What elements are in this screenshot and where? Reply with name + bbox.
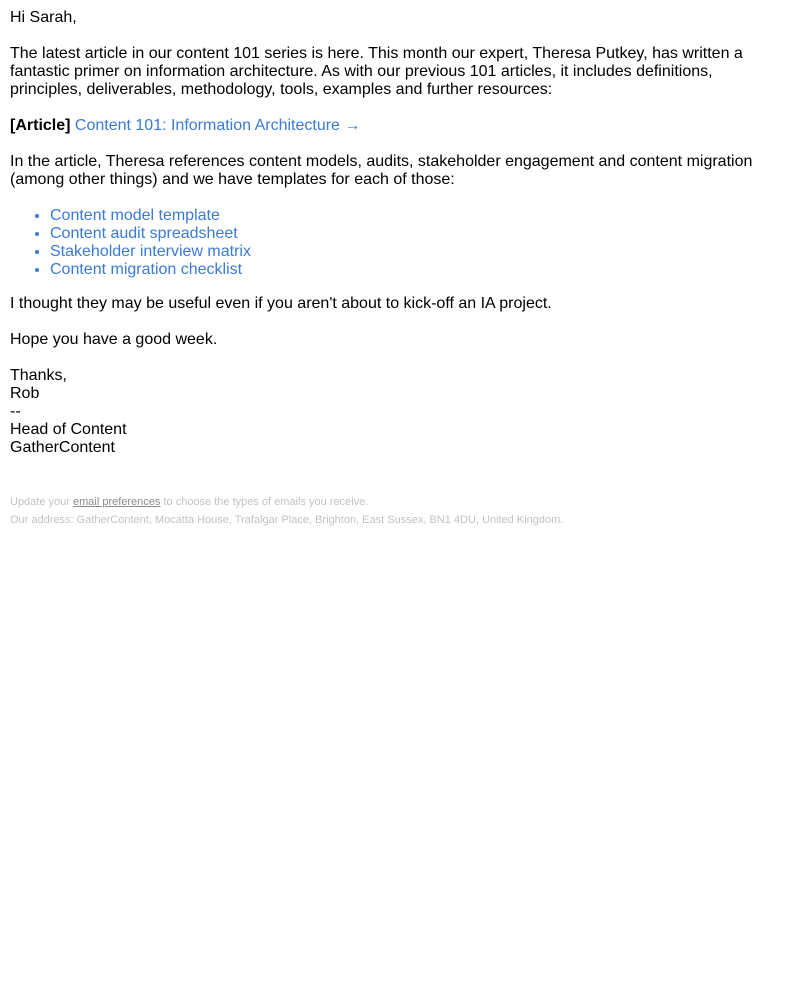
signature-role: Head of Content [10, 421, 127, 438]
article-link[interactable]: Content 101: Information Architecture → [74, 117, 361, 134]
stakeholder-interview-matrix-link[interactable]: Stakeholder interview matrix [50, 243, 251, 260]
list-item [50, 207, 780, 225]
good-week: Hope you have a good week. [10, 331, 218, 348]
signature [10, 367, 780, 457]
email-preferences-link[interactable]: email preferences [72, 496, 161, 508]
content-migration-checklist-link[interactable]: Content migration checklist [50, 261, 243, 278]
content-audit-spreadsheet-link[interactable]: Content audit spreadsheet [50, 225, 238, 242]
list-item [50, 261, 780, 279]
footer-address: Our address: GatherContent, Mocatta House, Trafalgar Place, Brighton, East Sussex, BN1 4DU, United Kingdom. [10, 514, 564, 526]
footer-update-suffix: to choose the types of emails you receive. [160, 496, 369, 508]
list-item [50, 243, 780, 261]
greeting: Hi Sarah, [10, 9, 77, 26]
signature-separator: -- [10, 403, 21, 420]
footer-update-prefix: Update your [10, 496, 73, 508]
signature-thanks: Thanks, [10, 367, 67, 384]
templates-list [10, 207, 780, 279]
intro-paragraph: The latest article in our content 101 series is here. This month our expert, Theresa Putkey, has written a fantastic primer on information architecture. As with our previous 101 articles, it includes definitions, principles, deliverables, methodology, tools, examples and further resources: [10, 45, 743, 98]
signature-name: Rob [10, 385, 40, 402]
signature-company: GatherContent [10, 439, 115, 456]
email-footer [10, 493, 780, 529]
list-item [50, 225, 780, 243]
templates-intro: In the article, Theresa references content models, audits, stakeholder engagement and content migration (among other things) and we have templates for each of those: [10, 153, 753, 188]
footer-preferences-line [10, 493, 780, 511]
article-tag: [Article] [10, 117, 71, 134]
article-line [10, 117, 780, 135]
useful-note: I thought they may be useful even if you aren't about to kick-off an IA project. [10, 295, 552, 312]
content-model-template-link[interactable]: Content model template [50, 207, 220, 224]
